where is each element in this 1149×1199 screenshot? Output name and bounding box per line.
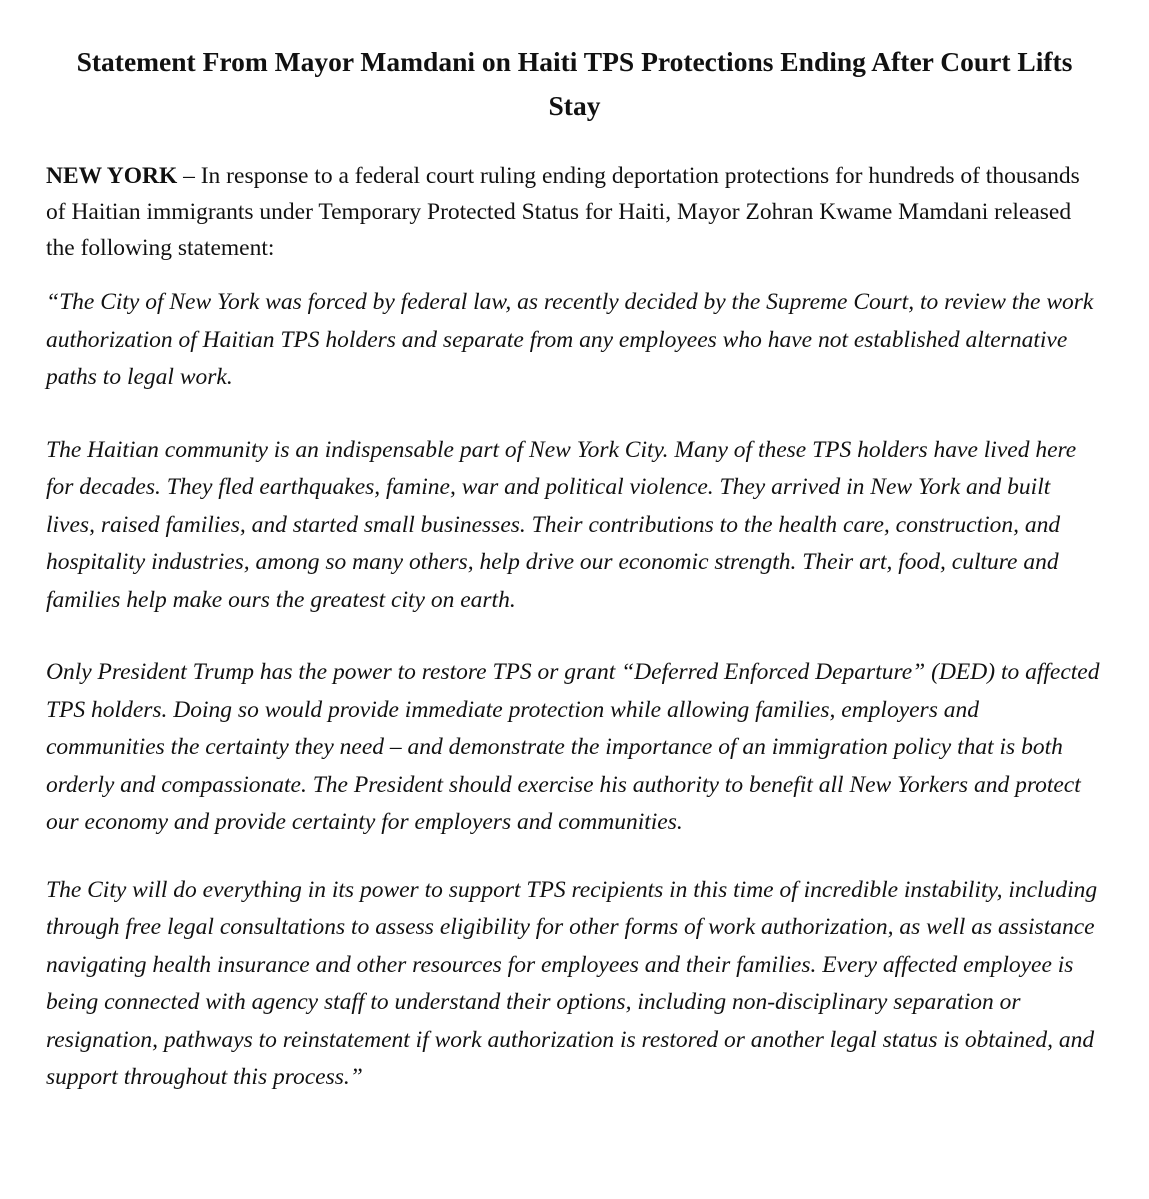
intro-paragraph bbox=[46, 158, 1103, 266]
statement-paragraph-4: The City will do everything in its power to support TPS recipients in this time of incredible instability, including through free legal consultations to assess eligibility for other forms of work authorization, as well as assistance navigating health insurance and other resources for employees and their families. Every affected employee is being connected with agency staff to understand their options, including non-disciplinary separation or resignation, pathways to reinstatement if work authorization is restored or another legal status is obtained, and support throughout this process.” bbox=[46, 876, 1098, 1090]
statement-paragraph-3: Only President Trump has the power to restore TPS or grant “Deferred Enforced Departure” (DED) to affected TPS holders. Doing so would provide immediate protection while allowing families, employers and communities the certainty they need – and demonstrate the importance of an immigration policy that is both orderly and compassionate. The President should exercise his authority to benefit all New Yorkers and protect our economy and provide certainty for employers and communities. bbox=[46, 659, 1100, 835]
dateline: NEW YORK bbox=[46, 163, 178, 189]
statement-paragraph-2: The Haitian community is an indispensable part of New York City. Many of these TPS holders have lived here for decades. They fled earthquakes, famine, war and political violence. They arrived in New York and built lives, raised families, and started small businesses. Their contributions to the health care, construction, and hospitality industries, among so many others, help drive our economic strength. Their art, food, culture and families help make ours the greatest city on earth. bbox=[46, 436, 1077, 613]
intro-text: – In response to a federal court ruling ending deportation protections for hundreds of thousands of Haitian immigrants under Temporary Protected Status for Haiti, Mayor Zohran Kwame Mamdani released the following statement: bbox=[46, 163, 1080, 261]
statement-paragraph-1: “The City of New York was forced by federal law, as recently decided by the Supreme Court, to review the work authorization of Haitian TPS holders and separate from any employees who have not established alternative paths to legal work. bbox=[46, 289, 1094, 390]
page-title: Statement From Mayor Mamdani on Haiti TPS Protections Ending After Court Lifts Stay bbox=[76, 46, 1073, 121]
